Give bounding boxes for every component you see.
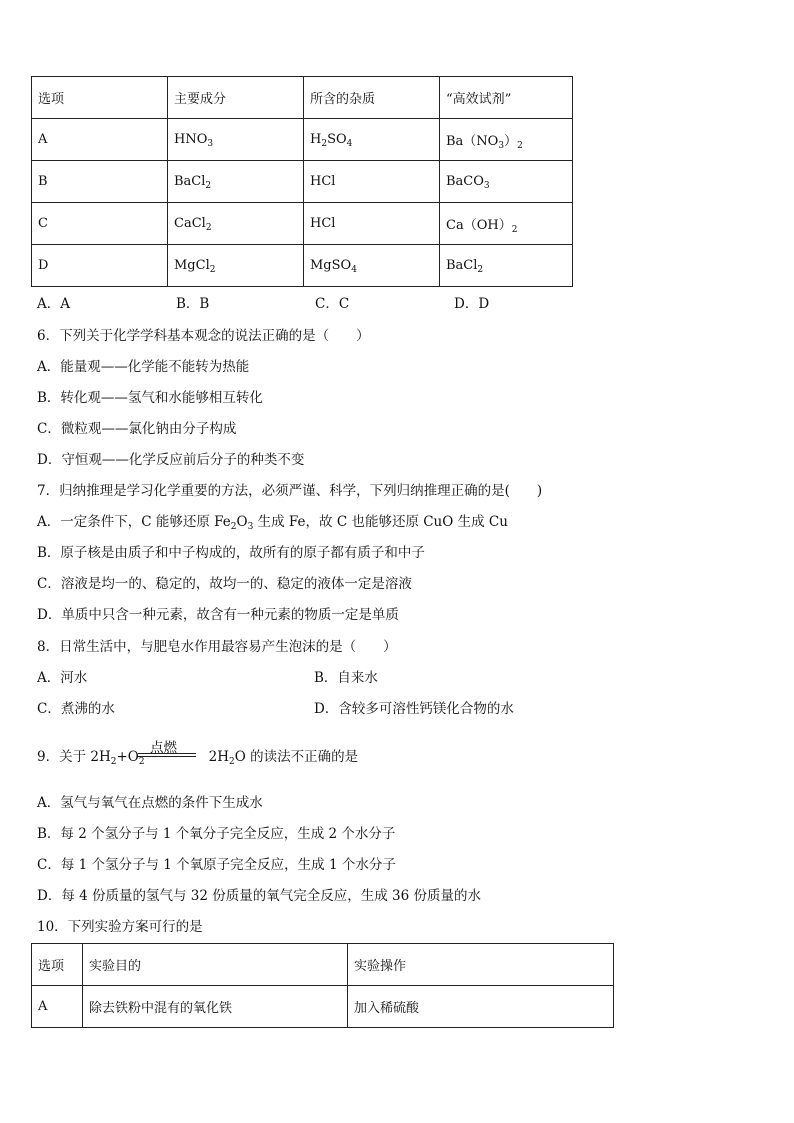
q6-option-c[interactable]: C．微粒观——氯化钠由分子构成 xyxy=(37,421,237,437)
header-cell: 主要成分 xyxy=(168,77,304,119)
main-component-cell: CaCl$_2$ xyxy=(168,203,304,245)
option-cell: A xyxy=(32,119,168,161)
equals-line-bottom xyxy=(138,756,196,757)
q8-option-c[interactable]: C．煮沸的水 xyxy=(37,701,115,717)
q7-option-b[interactable]: B．原子核是由质子和中子构成的，故所有的原子都有质子和中子 xyxy=(37,545,425,561)
q6-stem: 6．下列关于化学学科基本观念的说法正确的是（ ） xyxy=(37,328,370,344)
q9-option-d[interactable]: D．每 4 份质量的氢气与 32 份质量的氧气完全反应，生成 36 份质量的水 xyxy=(37,888,482,904)
q5-option-c[interactable]: C．C xyxy=(315,296,350,312)
table-row xyxy=(32,161,573,203)
header-cell: 选项 xyxy=(32,77,168,119)
q7-option-c[interactable]: C．溶液是均一的、稳定的，故均一的、稳定的液体一定是溶液 xyxy=(37,576,412,592)
q5-option-d[interactable]: D．D xyxy=(454,296,490,312)
impurity-cell: MgSO$_4$ xyxy=(304,245,440,287)
q9-stem: 9．关于 $2H_2+O_2$ $2H_2O$ 的读法不正确的是 xyxy=(37,749,359,767)
table-header-row xyxy=(32,944,614,986)
option-cell: C xyxy=(32,203,168,245)
equals-line-top xyxy=(138,753,196,754)
q8-option-a[interactable]: A．河水 xyxy=(37,670,88,686)
q5-option-a[interactable]: A．A xyxy=(37,296,70,312)
q8-option-d[interactable]: D．含较多可溶性钙镁化合物的水 xyxy=(314,701,514,717)
experiment-table xyxy=(31,943,614,1028)
q5-option-b[interactable]: B．B xyxy=(176,296,210,312)
q7-option-a[interactable]: A．一定条件下，C 能够还原 $Fe_2O_3$ 生成 Fe，故 C 也能够还原 CuO 生成 Cu xyxy=(37,514,508,532)
impurity-cell: HCl xyxy=(304,203,440,245)
goal-cell: 除去铁粉中混有的氧化铁 xyxy=(83,986,348,1028)
table-row xyxy=(32,245,573,287)
table-row xyxy=(32,119,573,161)
table-row xyxy=(32,203,573,245)
table-header-row xyxy=(32,77,573,119)
main-component-cell: $HNO_3$ xyxy=(168,119,304,161)
main-component-cell: BaCl$_2$ xyxy=(168,161,304,203)
q10-stem: 10．下列实验方案可行的是 xyxy=(37,919,203,935)
q8-option-b[interactable]: B．自来水 xyxy=(314,670,378,686)
q6-option-a[interactable]: A．能量观——化学能不能转为热能 xyxy=(37,359,250,375)
table-row xyxy=(32,986,614,1028)
reagent-cell: $Ca(OH)_2$ xyxy=(440,203,573,245)
q6-option-d[interactable]: D．守恒观——化学反应前后分子的种类不变 xyxy=(37,452,305,468)
q9-option-b[interactable]: B．每 2 个氢分子与 1 个氧分子完全反应，生成 2 个水分子 xyxy=(37,826,396,842)
option-cell: B xyxy=(32,161,168,203)
reagent-cell: $Ba(NO_3)_2$ xyxy=(440,119,573,161)
impurity-cell: HCl xyxy=(304,161,440,203)
option-cell: D xyxy=(32,245,168,287)
q9-option-a[interactable]: A．氢气与氧气在点燃的条件下生成水 xyxy=(37,795,263,811)
header-cell: 实验目的 xyxy=(83,944,348,986)
option-cell: A xyxy=(32,986,83,1028)
impurity-cell: $H_2SO_4$ xyxy=(304,119,440,161)
operation-cell: 加入稀硫酸 xyxy=(348,986,614,1028)
q6-option-b[interactable]: B．转化观——氢气和水能够相互转化 xyxy=(37,390,263,406)
header-cell: 实验操作 xyxy=(348,944,614,986)
header-cell: “高效试剂” xyxy=(440,77,573,119)
q8-stem: 8．日常生活中，与肥皂水作用最容易产生泡沫的是（ ） xyxy=(37,639,397,655)
reagent-cell: BaCl$_2$ xyxy=(440,245,573,287)
q9-option-c[interactable]: C．每 1 个氢分子与 1 个氧原子完全反应，生成 1 个水分子 xyxy=(37,857,396,873)
main-component-cell: MgCl$_2$ xyxy=(168,245,304,287)
q7-option-d[interactable]: D．单质中只含一种元素，故含有一种元素的物质一定是单质 xyxy=(37,607,399,623)
reagent-cell: BaCO$_3$ xyxy=(440,161,573,203)
header-cell: 选项 xyxy=(32,944,83,986)
header-cell: 所含的杂质 xyxy=(304,77,440,119)
reaction-condition: 点燃 xyxy=(150,740,177,756)
q5-options xyxy=(37,295,489,313)
reagent-table xyxy=(31,76,573,287)
q7-stem: 7．归纳推理是学习化学重要的方法，必须严谨、科学，下列归纳推理正确的是( ) xyxy=(37,483,543,499)
